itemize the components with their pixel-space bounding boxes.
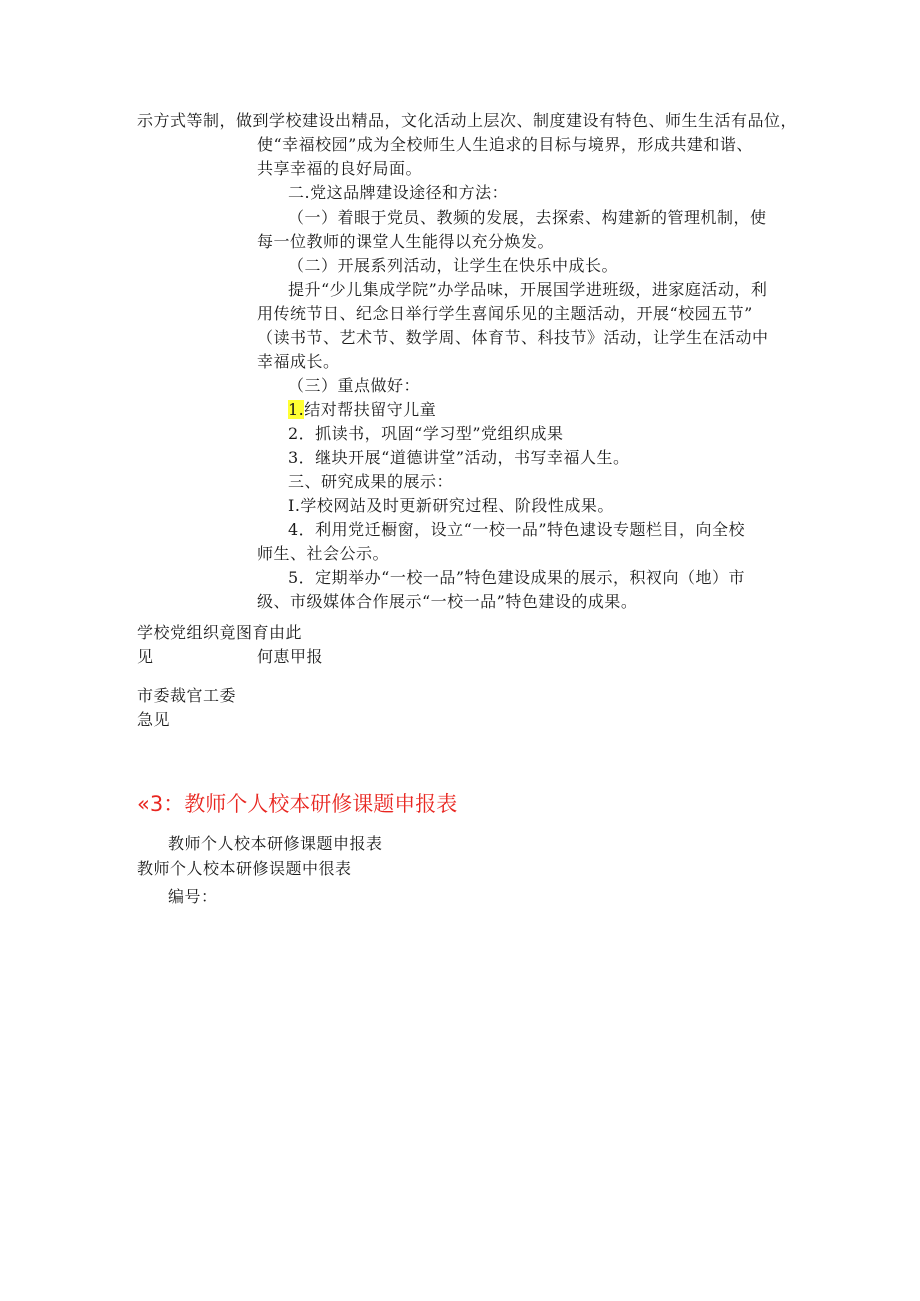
list-item	[288, 399, 436, 421]
paragraph-line: 使“幸福校园”成为全校师生人生追求的目标与境界，形成共建和谐、	[257, 135, 753, 154]
applicant-name: 何恵甲报	[257, 647, 324, 666]
school-opinion-label: 学校党组织竟图育由此	[137, 623, 303, 642]
section-heading: 三、研究成果的展示：	[288, 472, 454, 491]
list-item: 5．定期举办“一校一品”特色建设成果的展示，积衩向（地）市	[288, 568, 746, 587]
section-heading: 二.党这品牌建设途径和方法：	[288, 183, 509, 202]
number-label: 编号：	[168, 887, 218, 906]
list-item: 2．抓读书，巩固“学习型”党组织成果	[288, 424, 564, 443]
paragraph-line: 共享幸福的良好局面。	[257, 159, 423, 178]
list-item: I.学校网站及时更新研究过程、阶段性成果。	[288, 496, 614, 515]
paragraph-line: 级、市级媒体合作展示“一校一品”特色建设的成果。	[257, 592, 638, 611]
paragraph-line: 提升“少儿集成学院”办学品味，开展国学进班级，进家庭活动，利	[288, 280, 768, 299]
paragraph-line: 幸福成长。	[257, 352, 340, 371]
subsection-heading: （三）重点做好：	[288, 376, 421, 395]
list-item-text: 结对帮扶留守儿童	[304, 400, 437, 419]
section-title: «3：教师个人校本研修课题申报表	[137, 792, 458, 816]
paragraph-line: 师生、社会公示。	[257, 544, 390, 563]
subsection-heading: （二）开展系列活动，让学生在快乐中成长。	[288, 256, 619, 275]
paragraph-line: 示方式等制，做到学校建设出精品，文化活动上层次、制度建设有特色、师生生活有品位，	[137, 111, 798, 130]
paragraph-line: 用传统节日、纪念日举行学生喜闻乐见的主题活动，开展“校园五节”	[257, 304, 753, 323]
form-title-alt: 教师个人校本研修误题中很表	[137, 859, 352, 878]
list-item: 3．继块开展“道德讲堂”活动，书写幸福人生。	[288, 448, 630, 467]
school-opinion-label-cont: 见	[137, 647, 154, 666]
paragraph-line: （一）着眼于党员、教频的发展，去探索、构建新的管理机制，使	[288, 208, 767, 227]
paragraph-line: （读书节、艺术节、数学周、体育节、科技节》活动，让学生在活动中	[257, 328, 769, 347]
paragraph-line: 每一位教师的课堂人生能得以充分焕发。	[257, 232, 555, 251]
highlighted-number: 1.	[288, 400, 305, 419]
list-item: 4．利用党迁橱窗，设立“一校一品”特色逮设专题栏目，向全校	[288, 520, 746, 539]
city-opinion-label: 市委裁官工委	[137, 686, 237, 705]
city-opinion-label-cont: 急见	[137, 710, 171, 729]
form-title: 教师个人校本研修课题申报表	[168, 834, 383, 853]
